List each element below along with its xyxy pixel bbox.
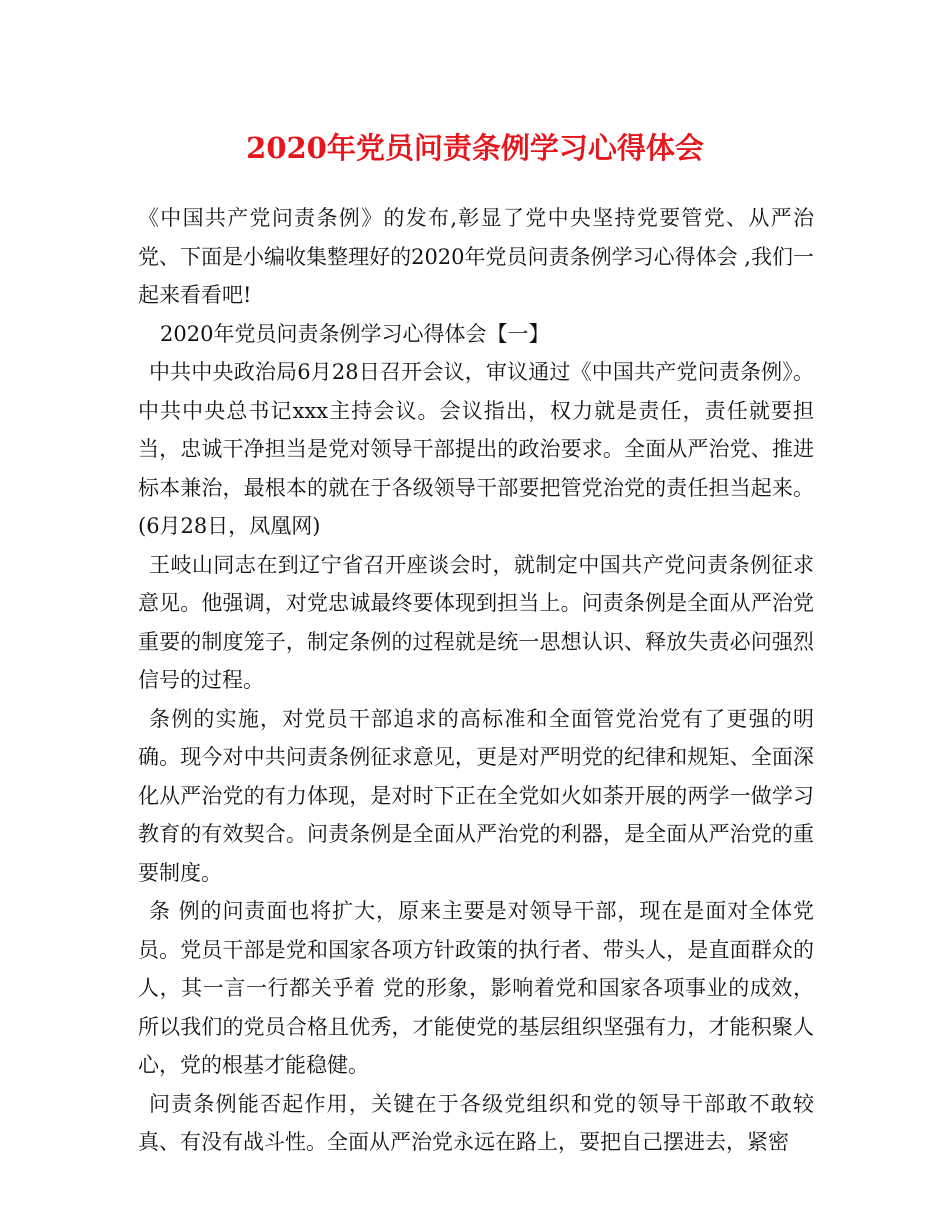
document-body	[138, 199, 814, 1162]
paragraph: 问责条例能否起作用，关键在于各级党组织和党的领导干部敢不敢较真、有没有战斗性。全面从严治党永远在路上，要把自己摆进去，紧密	[138, 1091, 814, 1154]
paragraph: 王岐山同志在到辽宁省召开座谈会时，就制定中国共产党问责条例征求意见。他强调，对党忠诚最终要体现到担当上。问责条例是全面从严治党重要的制度笼子，制定条例的过程就是统一思想认识、释放失责必问强烈信号的过程。	[138, 552, 814, 692]
section-heading: 2020年党员问责条例学习心得体会【一】	[160, 321, 550, 346]
document-title: 2020年党员问责条例学习心得体会	[246, 131, 704, 165]
paragraph: 中共中央政治局6月28日召开会议，审议通过《中国共产党问责条例》。中共中央总书记xxx主持会议。会议指出，权力就是责任，责任就要担当，忠诚干净担当是党对领导干部提出的政治要求。全面从严治党、推进标本兼治，最根本的就在于各级领导干部要把管党治党的责任担当起来。(6月28日，凤凰网)	[138, 360, 814, 538]
paragraph: 条例的实施，对党员干部追求的高标准和全面管党治党有了更强的明确。现今对中共问责条例征求意见，更是对严明党的纪律和规矩、全面深化从严治党的有力体现，是对时下正在全党如火如荼开展的两学一做学习教育的有效契合。问责条例是全面从严治党的利器，是全面从严治党的重要制度。	[138, 706, 814, 885]
paragraph: 条 例的问责面也将扩大，原来主要是对领导干部，现在是面对全体党员。党员干部是党和国家各项方针政策的执行者、带头人，是直面群众的人，其一言一行都关乎着 党的形象，影响着党和国家各项事业的成效，所以我们的党员合格且优秀，才能使党的基层组织坚强有力，才能积聚人心，党的根基才能稳健。	[138, 899, 814, 1077]
paragraph-intro: 《中国共产党问责条例》的发布,彰显了党中央坚持党要管党、从严治党、下面是小编收集整理好的2020年党员问责条例学习心得体会 ,我们一起来看看吧!	[138, 206, 814, 307]
